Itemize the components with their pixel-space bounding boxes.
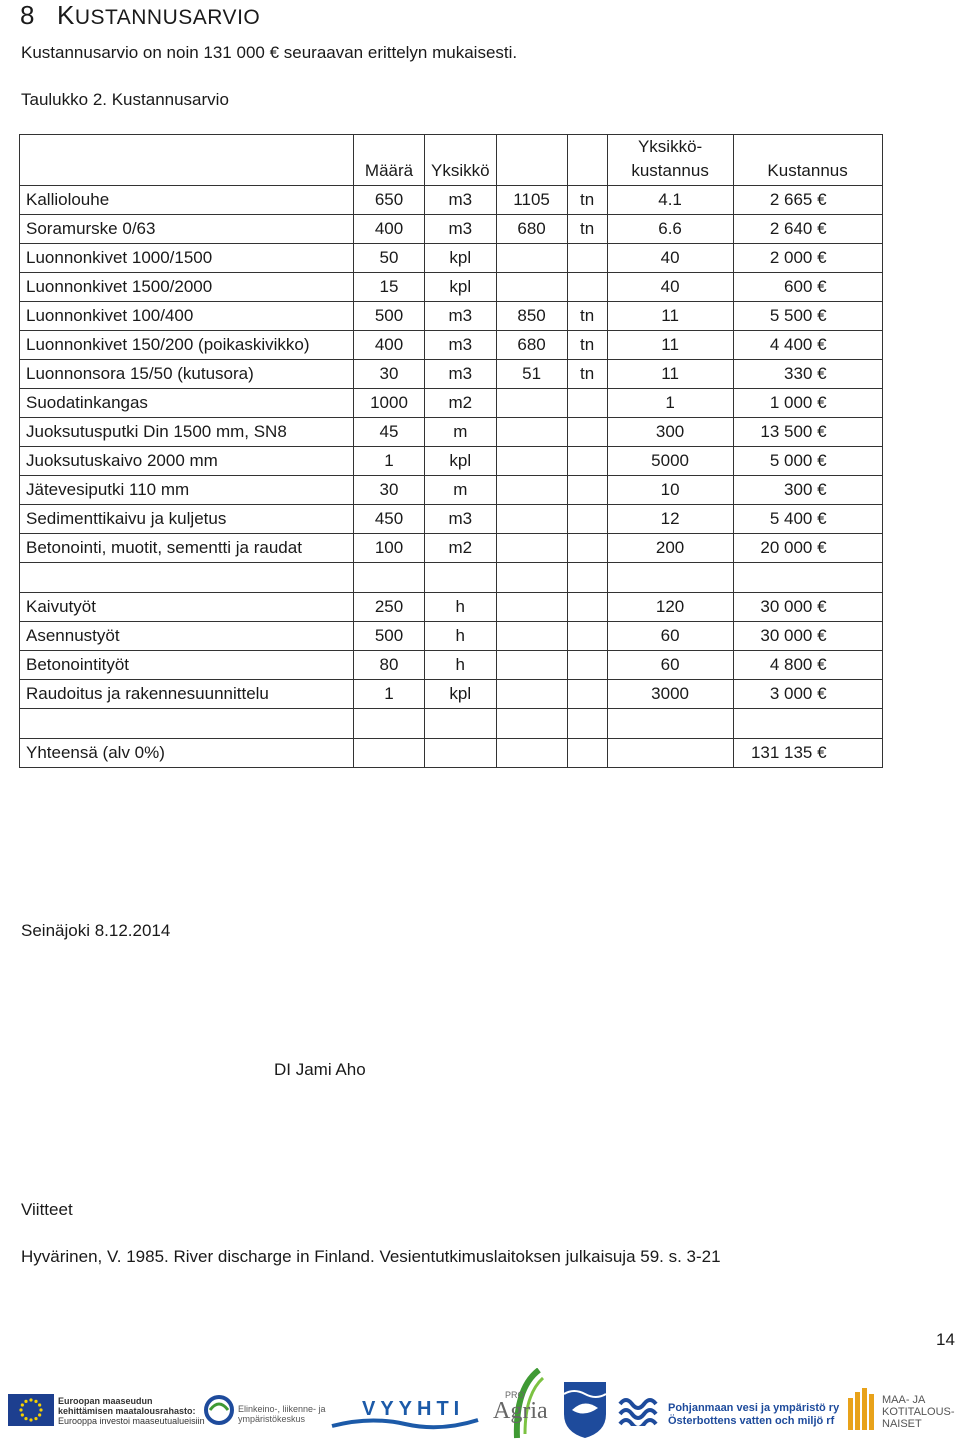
header-unit2 (567, 135, 607, 186)
cell-unit-cost: 11 (607, 331, 733, 360)
page-number: 14 (936, 1330, 955, 1349)
cell-amount: 45 (354, 418, 425, 447)
cell-unit: m2 (425, 389, 497, 418)
cell-unit-cost: 11 (607, 360, 733, 389)
proagria-small-text: PRO (505, 1390, 525, 1400)
cell-unit2 (567, 273, 607, 302)
cell-item: Kalliolouhe (20, 186, 354, 215)
cell-unit: m3 (425, 215, 497, 244)
cell-unit-cost: 5000 (607, 447, 733, 476)
cell-unit2: tn (567, 215, 607, 244)
eu-star-icon (29, 1398, 32, 1401)
cell-unit-cost: 60 (607, 622, 733, 651)
cell-amount2: 680 (496, 331, 567, 360)
cell-amount2: 1105 (496, 186, 567, 215)
cell-cost: 600 € (733, 273, 882, 302)
cell-cost: 30 000 € (733, 593, 882, 622)
cell-amount: 1 (354, 680, 425, 709)
header-unit-cost-line2: kustannus (631, 161, 709, 180)
references-title: Viitteet (21, 1200, 73, 1219)
eu-star-icon (21, 1413, 24, 1416)
eu-star-icon (38, 1403, 41, 1406)
cell-cost: 2 640 € (733, 215, 882, 244)
reference-item: Hyvärinen, V. 1985. River discharge in Finland. Vesientutkimuslaitoksen julkaisuja 59. s. 3-21 (21, 1247, 721, 1266)
cell-unit2 (567, 418, 607, 447)
ely-centre-logo (204, 1394, 234, 1431)
header-unit-cost (607, 135, 733, 186)
cell-amount: 30 (354, 360, 425, 389)
signature: DI Jami Aho (274, 1060, 366, 1079)
cell-unit2 (567, 651, 607, 680)
cell-amount2 (496, 563, 567, 593)
cell-amount: 450 (354, 505, 425, 534)
cell-amount2 (496, 651, 567, 680)
cell-cost: 2 665 € (733, 186, 882, 215)
cell-item: Raudoitus ja rakennesuunnittelu (20, 680, 354, 709)
cell-amount2 (496, 505, 567, 534)
eu-star-icon (39, 1408, 42, 1411)
cell-item: Juoksutusputki Din 1500 mm, SN8 (20, 418, 354, 447)
cell-unit: kpl (425, 244, 497, 273)
cell-amount: 15 (354, 273, 425, 302)
cell-item: Luonnonkivet 100/400 (20, 302, 354, 331)
cell-unit: m3 (425, 302, 497, 331)
cell-unit2 (567, 447, 607, 476)
cell-amount2: 850 (496, 302, 567, 331)
ely-text (238, 1404, 326, 1424)
eu-star-icon (29, 1418, 32, 1421)
intro-paragraph: Kustannusarvio on noin 131 000 € seuraavan erittelyn mukaisesti. (21, 43, 518, 62)
cell-item (20, 709, 354, 739)
table-row (20, 505, 883, 534)
pvy-text-line1: Pohjanmaan vesi ja ympäristö ry (668, 1402, 840, 1414)
cell-unit2: tn (567, 302, 607, 331)
cell-amount: 400 (354, 331, 425, 360)
cell-unit-cost: 11 (607, 302, 733, 331)
cell-unit-cost (607, 709, 733, 739)
cell-cost: 2 000 € (733, 244, 882, 273)
cell-unit-cost: 3000 (607, 680, 733, 709)
table-row (20, 244, 883, 273)
cell-cost: 20 000 € (733, 534, 882, 563)
cell-amount2: 680 (496, 215, 567, 244)
cell-cost: 5 500 € (733, 302, 882, 331)
header-unit: Yksikkö (425, 135, 497, 186)
cell-unit2 (567, 244, 607, 273)
table-row (20, 215, 883, 244)
table-row (20, 331, 883, 360)
cell-unit: m2 (425, 534, 497, 563)
cell-unit2 (567, 680, 607, 709)
eu-text-line3: Eurooppa investoi maaseutualueisiin (58, 1416, 205, 1426)
mkn-text-line2: KOTITALOUS- (882, 1406, 955, 1418)
eu-star-icon (19, 1408, 22, 1411)
cell-amount: 500 (354, 622, 425, 651)
cell-unit: kpl (425, 447, 497, 476)
cell-amount: 1000 (354, 389, 425, 418)
cell-amount2 (496, 709, 567, 739)
cell-amount2 (496, 680, 567, 709)
eu-star-icon (24, 1400, 27, 1403)
cell-unit-cost: 10 (607, 476, 733, 505)
cell-item: Asennustyöt (20, 622, 354, 651)
proagria-text: Agria (493, 1398, 548, 1424)
cell-unit2 (567, 534, 607, 563)
cell-item: Kaivutyöt (20, 593, 354, 622)
table-row (20, 680, 883, 709)
cell-cost: 300 € (733, 476, 882, 505)
cell-amount2 (496, 418, 567, 447)
cell-item: Soramurske 0/63 (20, 215, 354, 244)
cell-unit: m3 (425, 186, 497, 215)
header-label (20, 135, 354, 186)
table-row (20, 593, 883, 622)
cell-unit: m3 (425, 505, 497, 534)
cell-amount2 (496, 389, 567, 418)
cell-amount (354, 709, 425, 739)
cell-amount: 250 (354, 593, 425, 622)
cell-unit-cost (607, 563, 733, 593)
header-amount: Määrä (354, 135, 425, 186)
cell-item: Luonnonkivet 1000/1500 (20, 244, 354, 273)
cell-item: Jätevesiputki 110 mm (20, 476, 354, 505)
cell-amount2 (496, 447, 567, 476)
mkn-text (882, 1394, 955, 1430)
cell-unit-cost: 4.1 (607, 186, 733, 215)
cell-unit-cost: 300 (607, 418, 733, 447)
cell-cost (733, 563, 882, 593)
cell-unit-cost: 40 (607, 244, 733, 273)
cell-amount: 80 (354, 651, 425, 680)
section-heading (20, 0, 260, 31)
eu-text-line2: kehittämisen maatalousrahasto: (58, 1406, 196, 1416)
eu-text-line1: Euroopan maaseudun (58, 1396, 153, 1406)
cell-cost: 30 000 € (733, 622, 882, 651)
eu-star-icon (38, 1413, 41, 1416)
cell-cost: 131 135 € (733, 739, 882, 768)
table-row (20, 563, 883, 593)
cell-unit (425, 739, 497, 768)
cell-unit: m (425, 418, 497, 447)
pvy-text (668, 1402, 839, 1428)
cell-item: Betonointi, muotit, sementti ja raudat (20, 534, 354, 563)
eu-star-icon (21, 1403, 24, 1406)
mkn-text-line1: MAA- JA (882, 1394, 926, 1406)
table-row (20, 418, 883, 447)
eu-star-icon (24, 1417, 27, 1420)
cell-amount (354, 563, 425, 593)
cell-item: Juoksutuskaivo 2000 mm (20, 447, 354, 476)
cell-item: Luonnonkivet 150/200 (poikaskivikko) (20, 331, 354, 360)
cell-unit-cost: 1 (607, 389, 733, 418)
cell-unit2 (567, 622, 607, 651)
cell-amount: 50 (354, 244, 425, 273)
table-row (20, 709, 883, 739)
cell-amount2 (496, 622, 567, 651)
cell-item: Sedimenttikaivu ja kuljetus (20, 505, 354, 534)
eu-fund-text (58, 1396, 205, 1426)
cell-unit2 (567, 389, 607, 418)
cell-cost: 4 800 € (733, 651, 882, 680)
cell-amount: 400 (354, 215, 425, 244)
cell-amount2 (496, 244, 567, 273)
mkn-text-line3: NAISET (882, 1418, 922, 1430)
cell-unit-cost (607, 739, 733, 768)
cell-unit (425, 709, 497, 739)
fish-shield-logo (562, 1380, 608, 1445)
cell-unit2: tn (567, 186, 607, 215)
cell-item: Yhteensä (alv 0%) (20, 739, 354, 768)
cell-item: Luonnonsora 15/50 (kutusora) (20, 360, 354, 389)
cell-unit: m3 (425, 360, 497, 389)
cell-item: Suodatinkangas (20, 389, 354, 418)
cell-unit2: tn (567, 360, 607, 389)
eu-flag-logo (8, 1394, 54, 1431)
cell-amount: 30 (354, 476, 425, 505)
cell-unit2 (567, 739, 607, 768)
cell-cost: 5 000 € (733, 447, 882, 476)
cell-amount: 650 (354, 186, 425, 215)
cell-unit2: tn (567, 331, 607, 360)
section-title-initial: K (56, 0, 75, 30)
ely-text-line2: ympäristökeskus (238, 1414, 306, 1424)
header-unit-cost-line1: Yksikkö- (637, 137, 703, 156)
cell-item: Betonointityöt (20, 651, 354, 680)
waves-icon (618, 1394, 662, 1431)
cell-unit-cost: 60 (607, 651, 733, 680)
section-title-rest: USTANNUSARVIO (74, 6, 261, 29)
cell-cost: 13 500 € (733, 418, 882, 447)
cell-amount2: 51 (496, 360, 567, 389)
cell-unit: m (425, 476, 497, 505)
cell-unit: m3 (425, 331, 497, 360)
footer-logo-strip (0, 1366, 960, 1451)
cell-amount2 (496, 476, 567, 505)
table-row (20, 302, 883, 331)
eu-star-icon (34, 1417, 37, 1420)
cell-unit (425, 563, 497, 593)
cell-cost: 3 000 € (733, 680, 882, 709)
cell-unit: h (425, 622, 497, 651)
cell-unit2 (567, 593, 607, 622)
cell-unit2 (567, 505, 607, 534)
table-row (20, 447, 883, 476)
cell-cost: 4 400 € (733, 331, 882, 360)
table-row (20, 622, 883, 651)
cell-amount2 (496, 534, 567, 563)
cell-unit: h (425, 593, 497, 622)
cell-amount: 500 (354, 302, 425, 331)
table-row (20, 651, 883, 680)
table-row (20, 534, 883, 563)
cell-amount2 (496, 273, 567, 302)
cell-amount: 1 (354, 447, 425, 476)
table-header-row (20, 135, 883, 186)
cell-unit2 (567, 563, 607, 593)
cell-unit2 (567, 476, 607, 505)
table-row (20, 273, 883, 302)
cell-unit-cost: 200 (607, 534, 733, 563)
cell-unit: h (425, 651, 497, 680)
cell-item (20, 563, 354, 593)
pvy-text-line2: Österbottens vatten och miljö rf (668, 1415, 835, 1427)
header-cost: Kustannus (733, 135, 882, 186)
table-row (20, 739, 883, 768)
section-number: 8 (20, 0, 35, 30)
table-row (20, 476, 883, 505)
cell-item: Luonnonkivet 1500/2000 (20, 273, 354, 302)
cell-unit-cost: 40 (607, 273, 733, 302)
cell-amount: 100 (354, 534, 425, 563)
table-row (20, 389, 883, 418)
cell-unit-cost: 6.6 (607, 215, 733, 244)
cell-unit-cost: 12 (607, 505, 733, 534)
cell-cost: 330 € (733, 360, 882, 389)
place-date: Seinäjoki 8.12.2014 (21, 921, 171, 940)
cell-amount2 (496, 593, 567, 622)
cell-amount (354, 739, 425, 768)
header-amount2 (496, 135, 567, 186)
cell-cost (733, 709, 882, 739)
cell-cost: 1 000 € (733, 389, 882, 418)
cell-unit: kpl (425, 273, 497, 302)
cell-unit: kpl (425, 680, 497, 709)
cell-amount2 (496, 739, 567, 768)
ely-text-line1: Elinkeino-, liikenne- ja (238, 1404, 326, 1414)
cell-unit2 (567, 709, 607, 739)
table-row (20, 360, 883, 389)
cell-cost: 5 400 € (733, 505, 882, 534)
table-caption: Taulukko 2. Kustannusarvio (21, 90, 229, 109)
table-row (20, 186, 883, 215)
cell-unit-cost: 120 (607, 593, 733, 622)
cost-estimate-table (19, 134, 883, 768)
eu-star-icon (34, 1400, 37, 1403)
vyyhti-text: VYYHTI (362, 1398, 465, 1420)
mkn-pillar-icon (846, 1388, 880, 1435)
